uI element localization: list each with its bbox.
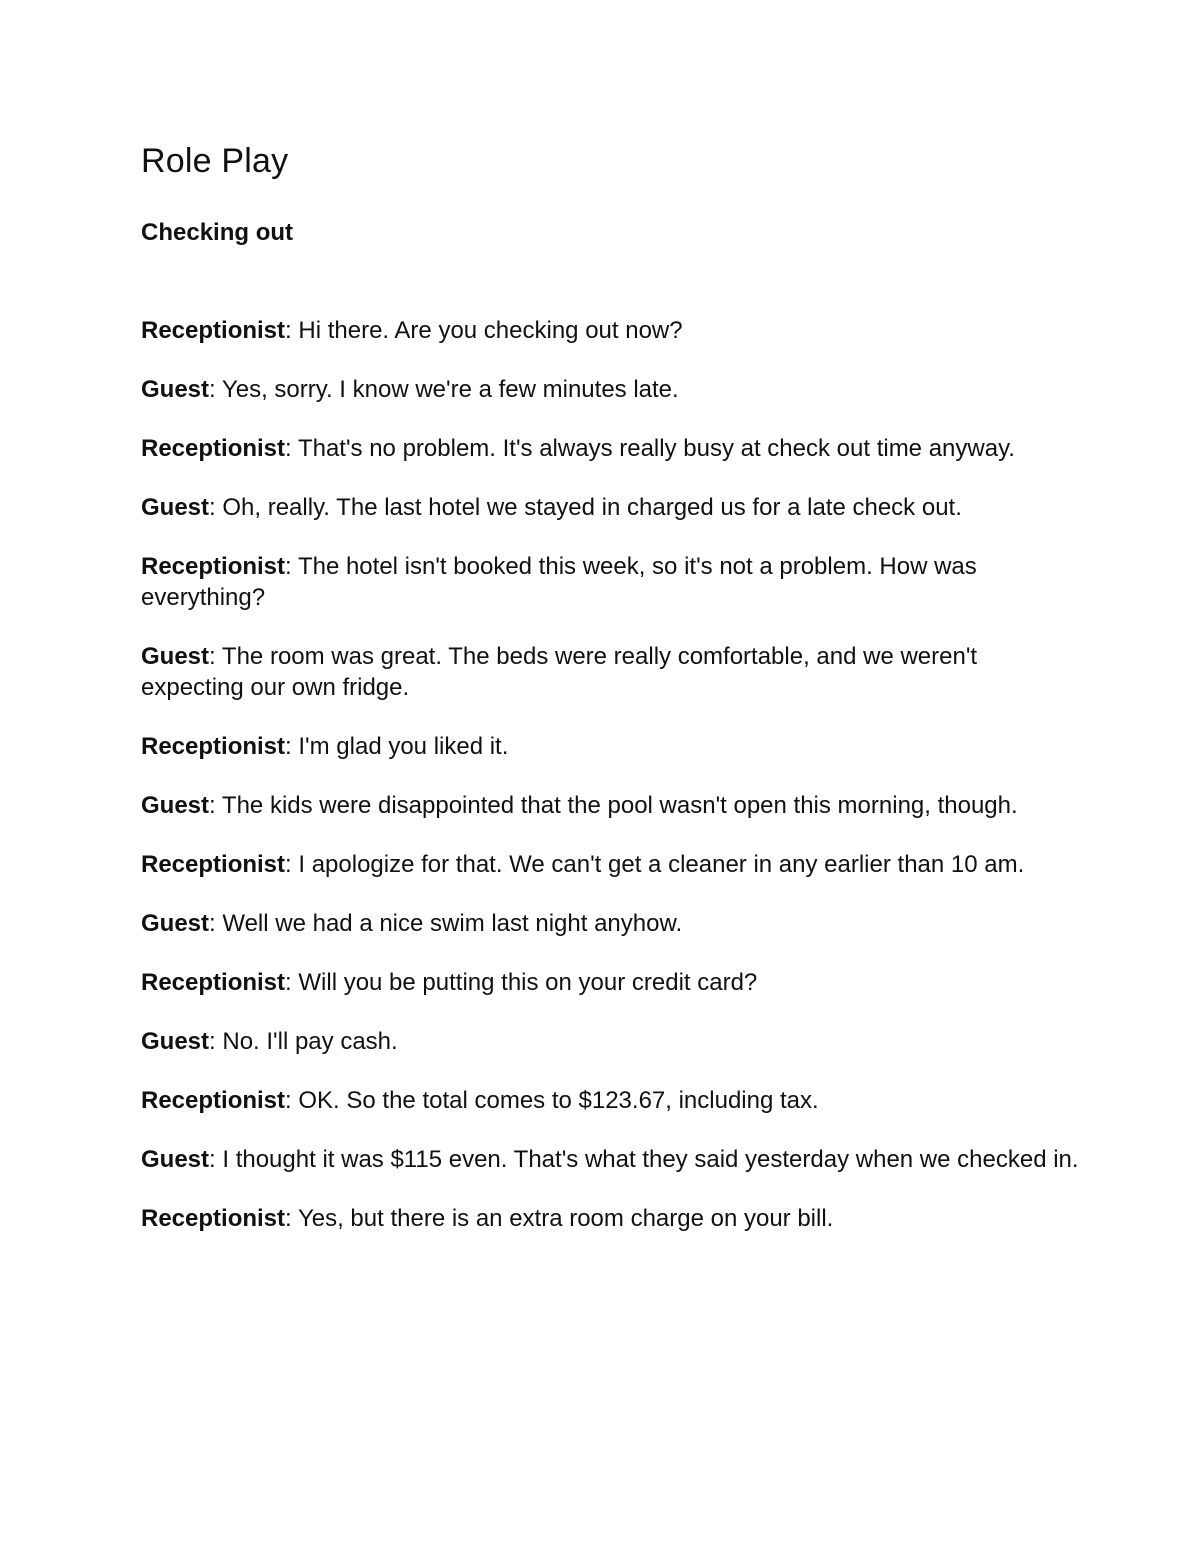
dialogue-text: Yes, sorry. I know we're a few minutes late. [221, 376, 679, 403]
dialogue-line [141, 1144, 1081, 1175]
separator: : [209, 1146, 223, 1173]
page-title: Role Play [141, 142, 289, 180]
speaker-name: Receptionist [141, 969, 286, 996]
speaker-name: Guest [141, 1146, 210, 1173]
dialogue-text: I apologize for that. We can't get a cleaner in any earlier than 10 am. [298, 851, 1025, 878]
speaker-name: Receptionist [141, 435, 286, 462]
dialogue-line [141, 967, 1081, 998]
dialogue-text: Hi there. Are you checking out now? [298, 317, 683, 344]
separator: : [285, 969, 299, 996]
dialogue-text: Yes, but there is an extra room charge on your bill. [297, 1205, 834, 1232]
speaker-name: Guest [141, 1028, 210, 1055]
dialogue-line [141, 433, 1081, 464]
dialogue-line [141, 1085, 1081, 1116]
dialogue-text: The kids were disappointed that the pool wasn't open this morning, though. [221, 792, 1018, 819]
separator: : [209, 643, 222, 670]
dialogue [141, 315, 1081, 1234]
separator: : [285, 851, 299, 878]
dialogue-line [141, 315, 1081, 346]
dialogue-text: OK. So the total comes to $123.67, including tax. [298, 1087, 819, 1114]
speaker-name: Receptionist [141, 317, 286, 344]
speaker-name: Receptionist [141, 553, 286, 580]
separator: : [209, 1028, 223, 1055]
separator: : [285, 1087, 299, 1114]
separator: : [285, 435, 298, 462]
separator: : [209, 792, 222, 819]
separator: : [285, 317, 299, 344]
separator: : [285, 1205, 298, 1232]
dialogue-text: Will you be putting this on your credit card? [298, 969, 758, 996]
speaker-name: Guest [141, 643, 210, 670]
separator: : [209, 376, 222, 403]
speaker-name: Receptionist [141, 851, 286, 878]
document-page [141, 138, 1081, 1262]
dialogue-text: The hotel isn't booked this week, so it's not a problem. How was everything? [141, 553, 977, 611]
speaker-name: Guest [141, 376, 210, 403]
dialogue-line [141, 790, 1081, 821]
dialogue-line [141, 908, 1081, 939]
separator: : [209, 910, 223, 937]
section-subtitle: Checking out [141, 219, 294, 246]
dialogue-line [141, 849, 1081, 880]
separator: : [285, 733, 299, 760]
dialogue-text: The room was great. The beds were really comfortable, and we weren't expecting our own fridge. [141, 643, 978, 701]
dialogue-text: That's no problem. It's always really busy at check out time anyway. [297, 435, 1015, 462]
dialogue-text: Oh, really. The last hotel we stayed in charged us for a late check out. [222, 494, 962, 521]
dialogue-line [141, 551, 1081, 613]
speaker-name: Guest [141, 792, 210, 819]
dialogue-text: Well we had a nice swim last night anyhow. [222, 910, 683, 937]
speaker-name: Receptionist [141, 733, 286, 760]
dialogue-line [141, 374, 1081, 405]
dialogue-line [141, 1203, 1081, 1234]
speaker-name: Guest [141, 910, 210, 937]
separator: : [209, 494, 223, 521]
dialogue-line [141, 731, 1081, 762]
speaker-name: Receptionist [141, 1087, 286, 1114]
speaker-name: Receptionist [141, 1205, 286, 1232]
dialogue-text: I thought it was $115 even. That's what they said yesterday when we checked in. [222, 1146, 1079, 1173]
speaker-name: Guest [141, 494, 210, 521]
dialogue-text: I'm glad you liked it. [298, 733, 509, 760]
separator: : [285, 553, 298, 580]
dialogue-line [141, 1026, 1081, 1057]
dialogue-text: No. I'll pay cash. [222, 1028, 398, 1055]
dialogue-line [141, 492, 1081, 523]
dialogue-line [141, 641, 1081, 703]
